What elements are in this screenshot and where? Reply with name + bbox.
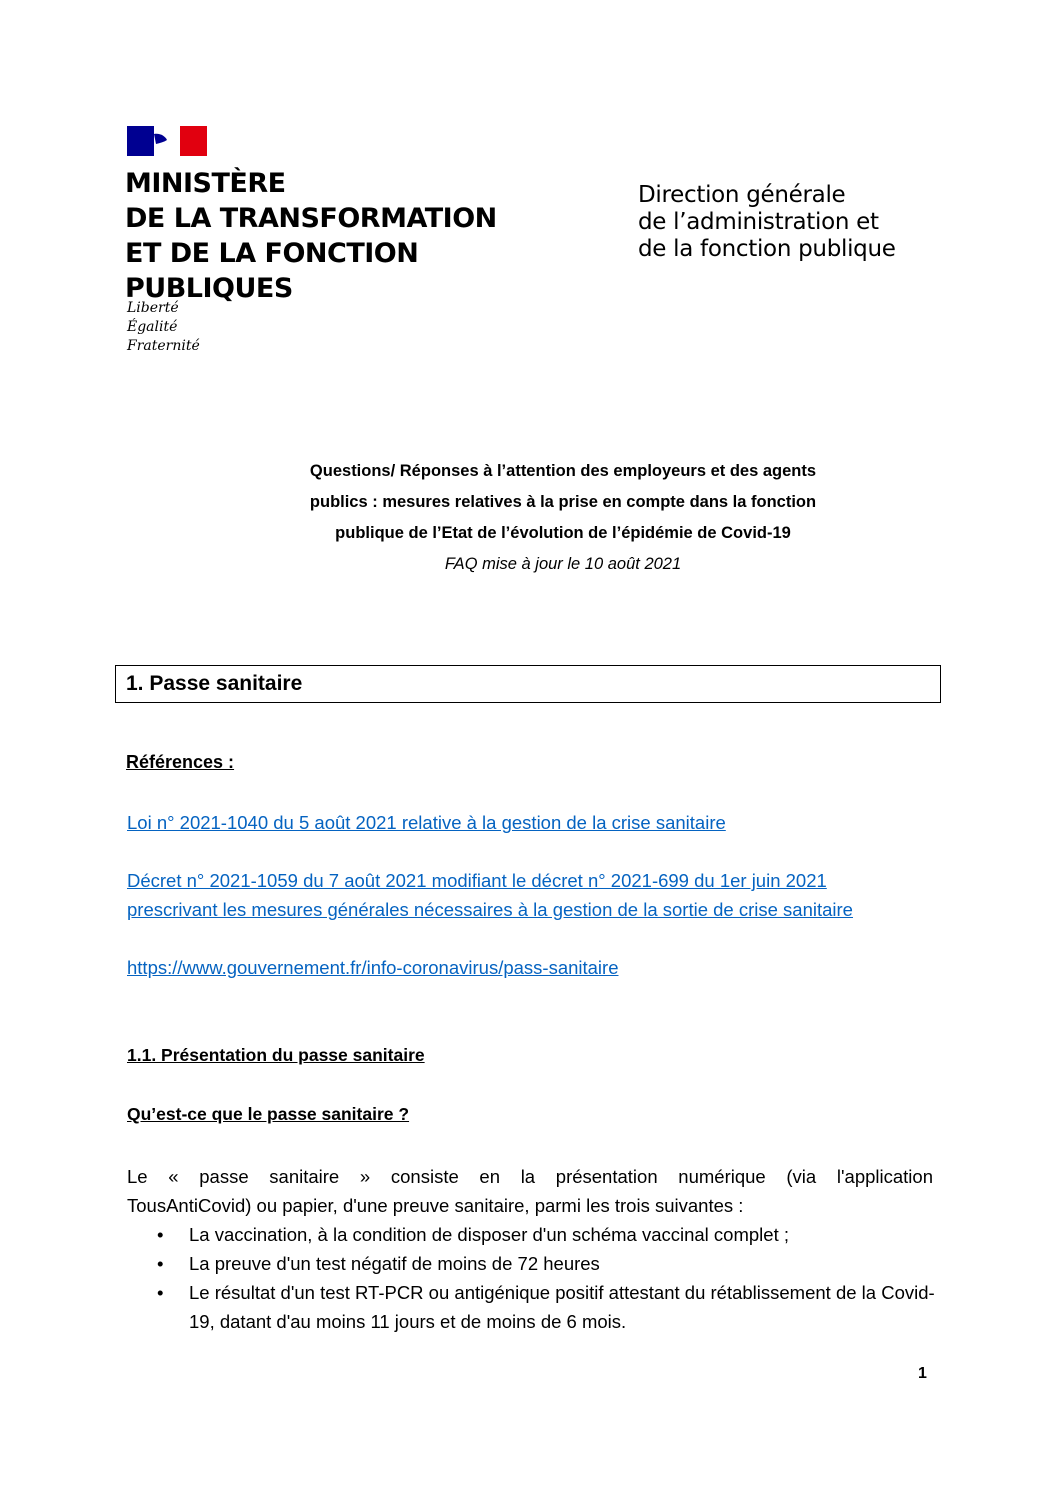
references-heading: Références : — [126, 752, 235, 772]
subsection-title: 1.1. Présentation du passe sanitaire — [127, 1045, 425, 1065]
paragraph-line: TousAntiCovid) ou papier, d'une preuve sanitaire, parmi les trois suivantes : — [127, 1195, 744, 1216]
ministry-line: MINISTÈRE — [125, 168, 286, 199]
section-heading-box — [115, 665, 941, 703]
list-item — [127, 1278, 937, 1336]
motto-line: Égalité — [127, 319, 178, 335]
marianne-profile-icon — [154, 126, 181, 156]
law-link[interactable]: Loi n° 2021-1040 du 5 août 2021 relative à la gestion de la crise sanitaire — [127, 812, 726, 833]
ministry-line: DE LA TRANSFORMATION — [125, 203, 497, 234]
flag-red-band — [180, 126, 207, 156]
list-item — [127, 1220, 937, 1249]
paragraph-line: Le « passe sanitaire » consiste en la présentation numérique (via l'application — [127, 1166, 933, 1187]
bullet-icon: • — [157, 1224, 164, 1245]
bullet-icon: • — [157, 1253, 164, 1274]
body-paragraph — [127, 1162, 933, 1220]
direction-line: de l’administration et — [638, 209, 879, 235]
title-line: publics : mesures relatives à la prise en compte dans la fonction — [309, 493, 817, 511]
government-url-link[interactable]: https://www.gouvernement.fr/info-coronavirus/pass-sanitaire — [127, 957, 619, 978]
flag-white-band — [154, 126, 181, 156]
title-line: publique de l’Etat de l’évolution de l’épidémie de Covid-19 — [335, 524, 791, 542]
bullet-icon: • — [157, 1282, 164, 1303]
flag-blue-band — [127, 126, 154, 156]
ministry-name — [125, 166, 545, 306]
question-heading: Qu’est-ce que le passe sanitaire ? — [127, 1104, 410, 1124]
list-item-text: La vaccination, à la condition de disposer d'un schéma vaccinal complet ; — [189, 1224, 789, 1245]
ministry-line: ET DE LA FONCTION — [125, 238, 419, 269]
decree-link-continued[interactable]: prescrivant les mesures générales nécessaires à la gestion de la sortie de crise sanitaire — [127, 899, 853, 920]
republique-flag-logo — [127, 126, 207, 156]
document-title — [200, 456, 926, 580]
list-item-text: Le résultat d'un test RT-PCR ou antigénique positif attestant du rétablissement de la Covid-19, datant d'au moins 11 jours et de moins de 6 mois. — [189, 1282, 935, 1332]
list-item — [127, 1249, 937, 1278]
bullet-list — [127, 1220, 937, 1336]
section-title: 1. Passe sanitaire — [126, 672, 303, 695]
direction-line: de la fonction publique — [638, 236, 896, 262]
motto-line: Fraternité — [127, 338, 200, 354]
list-item-text: La preuve d'un test négatif de moins de 72 heures — [189, 1253, 600, 1274]
direction-line: Direction générale — [638, 182, 846, 208]
decree-link[interactable]: Décret n° 2021-1059 du 7 août 2021 modifiant le décret n° 2021-699 du 1er juin 2021 — [127, 870, 827, 891]
title-line: Questions/ Réponses à l’attention des employeurs et des agents — [309, 462, 817, 480]
motto-line: Liberté — [127, 300, 179, 316]
direction-name — [638, 182, 896, 263]
page-number: 1 — [918, 1365, 927, 1382]
republic-motto — [127, 299, 200, 356]
update-note: FAQ mise à jour le 10 août 2021 — [444, 555, 682, 573]
ministry-line: PUBLIQUES — [125, 273, 293, 304]
